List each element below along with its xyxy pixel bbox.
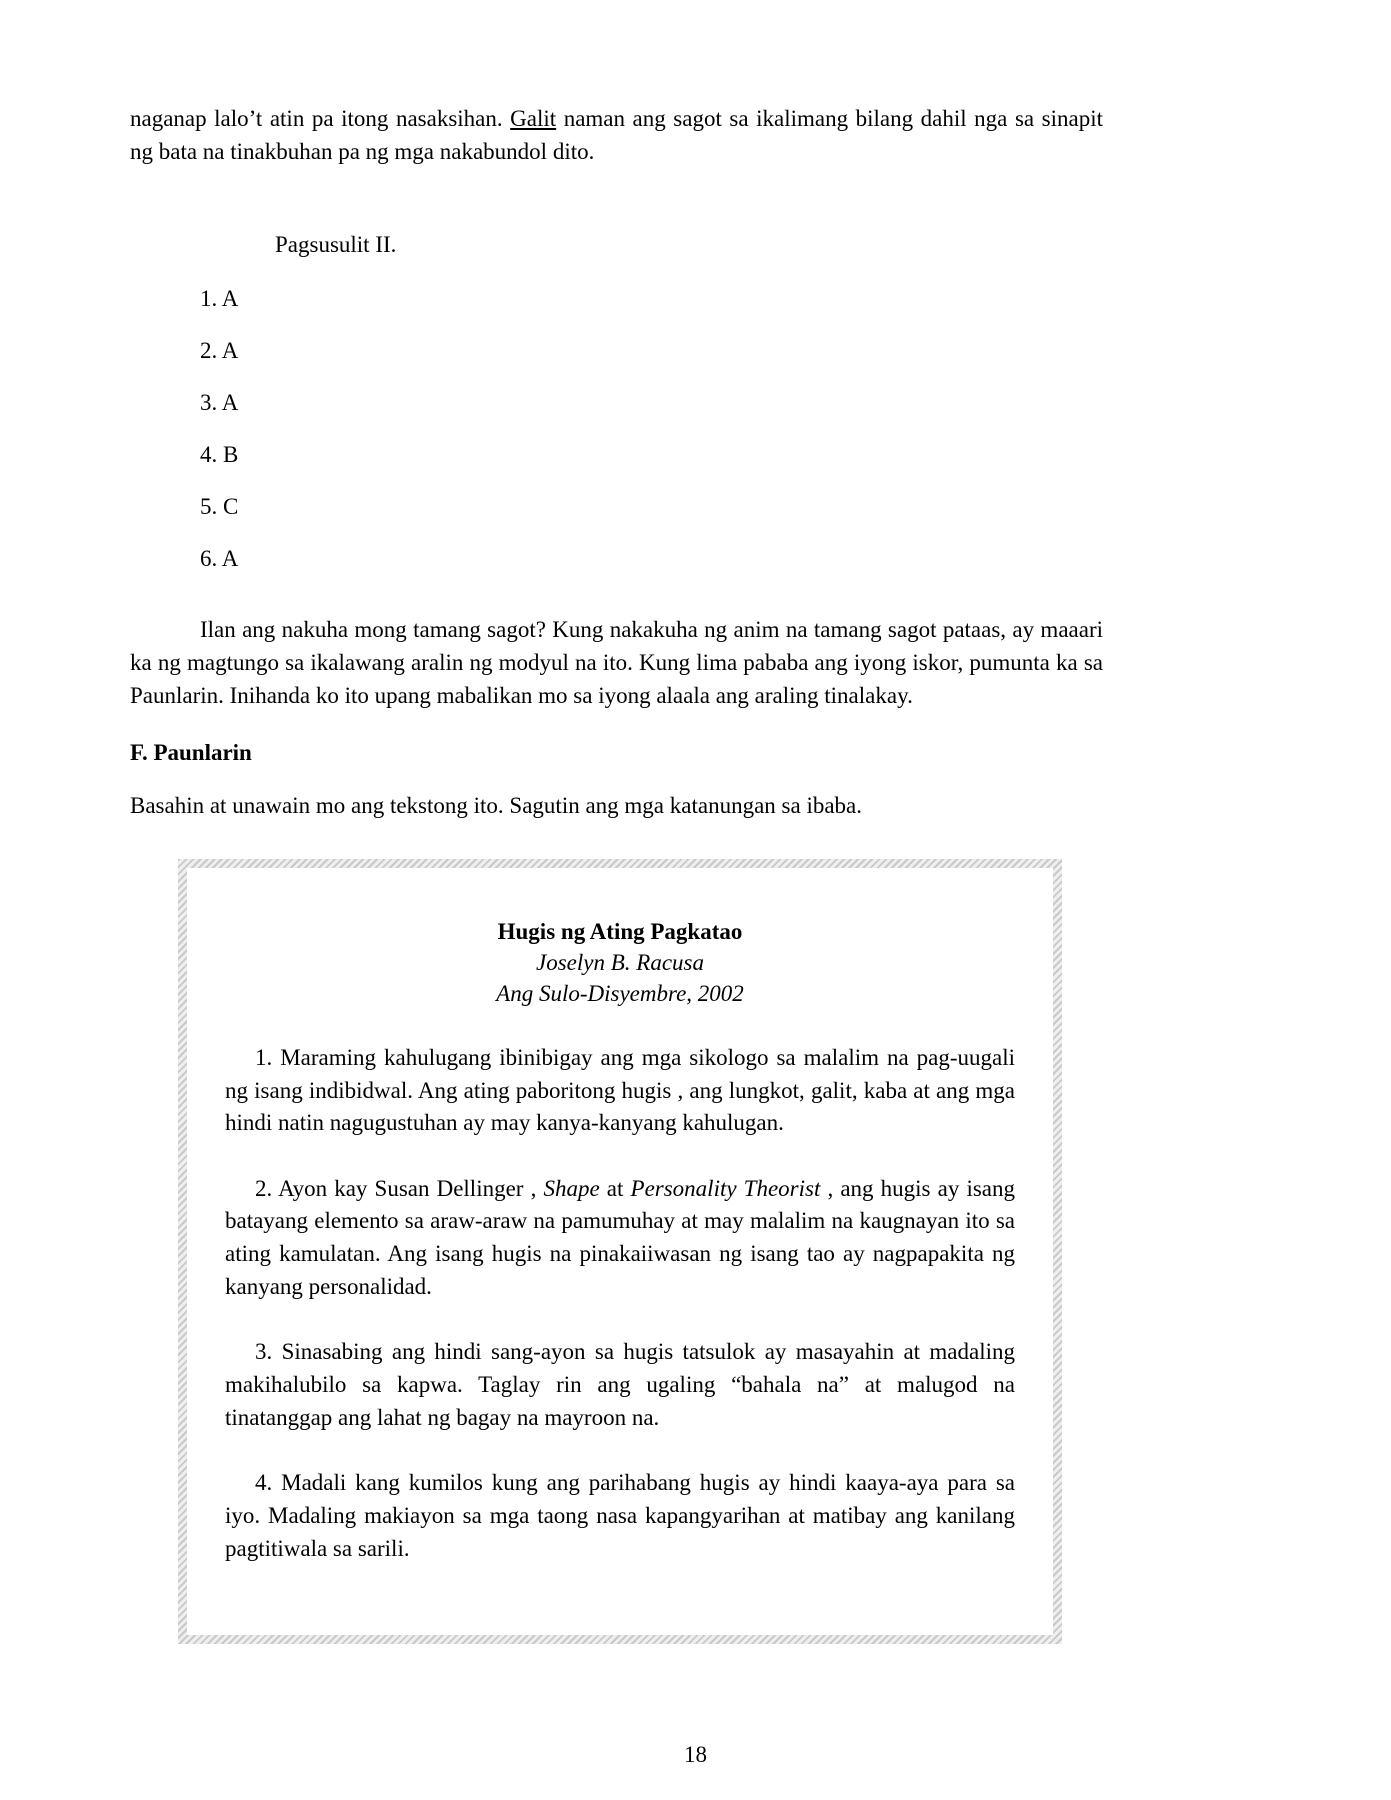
reading-title: Hugis ng Ating Pagkatao (497, 918, 743, 944)
reading-paragraph-1: 1. Maraming kahulugang ibinibigay ang mga sikologo sa malalim na pag-uugali ng isang indibidwal. Ang ating paboritong hugis , ang lungkot, galit, kaba at ang mga hindi natin nagugustuhan ay may kanya-kanyang kahulugan. (225, 1044, 1015, 1136)
reading-author: Joselyn B. Racusa (536, 949, 704, 975)
page-number: 18 (684, 1742, 707, 1767)
answer-item-1: 1. A (200, 286, 239, 312)
paragraph-2-post: , ang hugis ay isang batayang elemento sa araw-araw na pamumuhay at may malalim na kaugnayan ito sa ating kamulatan. Ang isang hugis na pinakaiiwasan ng isang tao ay nagpapakita ng kanyang personalidad. (225, 1175, 1015, 1299)
paragraph-2-italic-theorist: Personality Theorist (630, 1175, 821, 1201)
answer-item-6: 6. A (200, 546, 239, 572)
answer-item-4: 4. B (200, 442, 239, 468)
section-heading: F. Paunlarin (130, 740, 252, 766)
answer-item-2: 2. A (200, 338, 239, 364)
reading-box (187, 868, 1053, 1636)
instruction-text: Basahin at unawain mo ang tekstong ito. Sagutin ang mga katanungan sa ibaba. (130, 793, 863, 819)
paragraph-2-italic-shape: Shape (543, 1175, 600, 1201)
quiz-title: Pagsusulit II. (275, 232, 397, 258)
intro-text-pre: naganap lalo’t atin pa itong nasaksihan. (130, 106, 511, 131)
intro-text-post: naman ang sagot sa ikalimang bilang dahil nga sa sinapit ng bata na tinakbuhan pa ng mga nakabundol dito. (130, 106, 1103, 164)
intro-underlined-word: Galit (510, 106, 557, 131)
reading-box-border (178, 859, 1062, 1645)
answer-item-3: 3. A (200, 390, 239, 416)
reading-paragraph-3: 3. Sinasabing ang hindi sang-ayon sa hugis tatsulok ay masayahin at madaling makihalubilo sa kapwa. Taglay rin ang ugaling “bahala na” at malugod na tinatanggap ang lahat ng bagay na mayroon na. (225, 1339, 1015, 1430)
paragraph-2-mid: at (599, 1175, 631, 1201)
answer-item-5: 5. C (200, 494, 239, 520)
reading-source: Ang Sulo-Disyembre, 2002 (496, 980, 744, 1006)
reading-paragraph-4: 4. Madali kang kumilos kung ang parihabang hugis ay hindi kaaya-aya para sa iyo. Madaling makiayon sa mga taong nasa kapangyarihan at matibay ang kanilang pagtitiwala sa sarili. (225, 1470, 1015, 1561)
paragraph-2-pre: 2. Ayon kay Susan Dellinger , (255, 1175, 544, 1201)
answer-list (200, 276, 1103, 570)
intro-paragraph (130, 103, 1103, 168)
reading-paragraph-2 (225, 1173, 1015, 1304)
score-paragraph: Ilan ang nakuha mong tamang sagot? Kung nakakuha ng anim na tamang sagot pataas, ay maaari ka ng magtungo sa ikalawang aralin ng modyul na ito. Kung lima pababa ang iyong iskor, pumunta ka sa Paunlarin. Inihanda ko ito upang mabalikan mo sa iyong alaala ang araling tinalakay. (130, 617, 1103, 708)
